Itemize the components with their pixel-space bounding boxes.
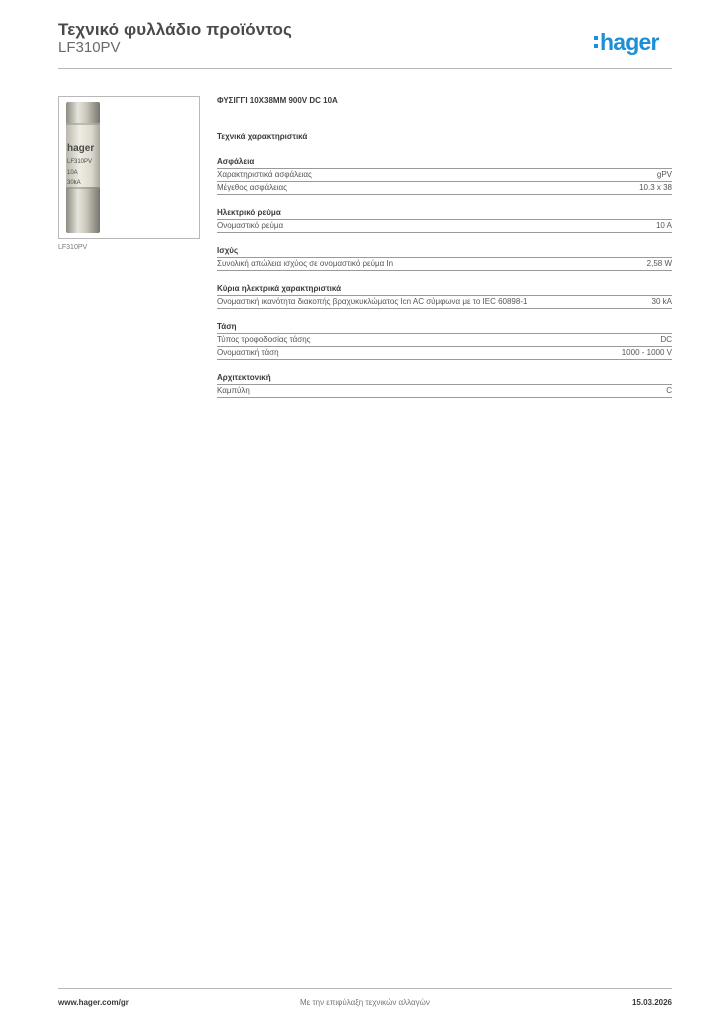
spec-label: Ονομαστική ικανότητα διακοπής βραχυκυκλώματος Icn AC σύμφωνα με το IEC 60898-1 [217,297,528,306]
footer-website-link[interactable]: www.hager.com/gr [58,998,129,1007]
spec-label: Ονομαστικό ρεύμα [217,221,284,230]
section-title: Ηλεκτρικό ρεύμα [217,207,672,220]
section-title: Ασφάλεια [217,156,672,169]
section-power [217,245,672,271]
product-image [58,96,200,239]
spec-value: 1000 - 1000 V [621,348,672,357]
fuse-print-breaking: 30kA [67,180,81,186]
spec-label: Καμπύλη [217,386,250,395]
spec-value: 30 kA [651,297,672,306]
section-title: Κύρια ηλεκτρικά χαρακτηριστικά [217,283,672,296]
section-architecture [217,372,672,398]
product-name: ΦΥΣΙΓΓΙ 10X38MM 900V DC 10A [217,96,338,105]
tech-specs-heading: Τεχνικά χαρακτηριστικά [217,132,308,141]
section-title: Αρχιτεκτονική [217,372,672,385]
footer-notice: Με την επιφύλαξη τεχνικών αλλαγών [300,998,430,1007]
spec-label: Μέγεθος ασφάλειας [217,183,287,192]
product-code: LF310PV [58,39,121,56]
spec-value: C [666,386,672,395]
spec-label: Τύπος τροφοδοσίας τάσης [217,335,311,344]
logo-text: hager [600,28,659,55]
page-title: Τεχνικό φυλλάδιο προϊόντος [58,20,292,39]
spec-label: Συνολική απώλεια ισχύος σε ονομαστικό ρεύμα In [217,259,394,268]
spec-row [217,347,672,360]
section-title: Τάση [217,321,672,334]
spec-row [217,182,672,195]
spec-content [217,95,672,398]
spec-value: gPV [656,170,672,179]
spec-row [217,169,672,182]
fuse-cartridge-icon [59,97,199,238]
logo-dots-icon [594,34,598,50]
section-voltage [217,321,672,360]
spec-row [217,385,672,398]
section-main-electrical [217,283,672,309]
section-title: Ισχύς [217,245,672,258]
spec-value: 10.3 x 38 [639,183,672,192]
footer-divider [58,988,672,989]
product-image-caption: LF310PV [58,244,88,251]
spec-label: Ονομαστική τάση [217,348,279,357]
spec-value: DC [660,335,672,344]
fuse-print-rating: 10A [67,170,78,176]
spec-label: Χαρακτηριστικά ασφάλειας [217,170,312,179]
spec-row [217,258,672,271]
hager-logo [594,28,659,56]
spec-value: 2,58 W [646,259,672,268]
spec-row [217,334,672,347]
fuse-print-code: LF310PV [67,159,93,165]
fuse-print-brand: hager [67,143,95,154]
section-fuse [217,156,672,195]
section-current [217,207,672,233]
spec-value: 10 A [655,221,672,230]
footer-date: 15.03.2026 [631,998,672,1007]
spec-row [217,296,672,309]
spec-row [217,220,672,233]
header-divider [58,68,672,69]
